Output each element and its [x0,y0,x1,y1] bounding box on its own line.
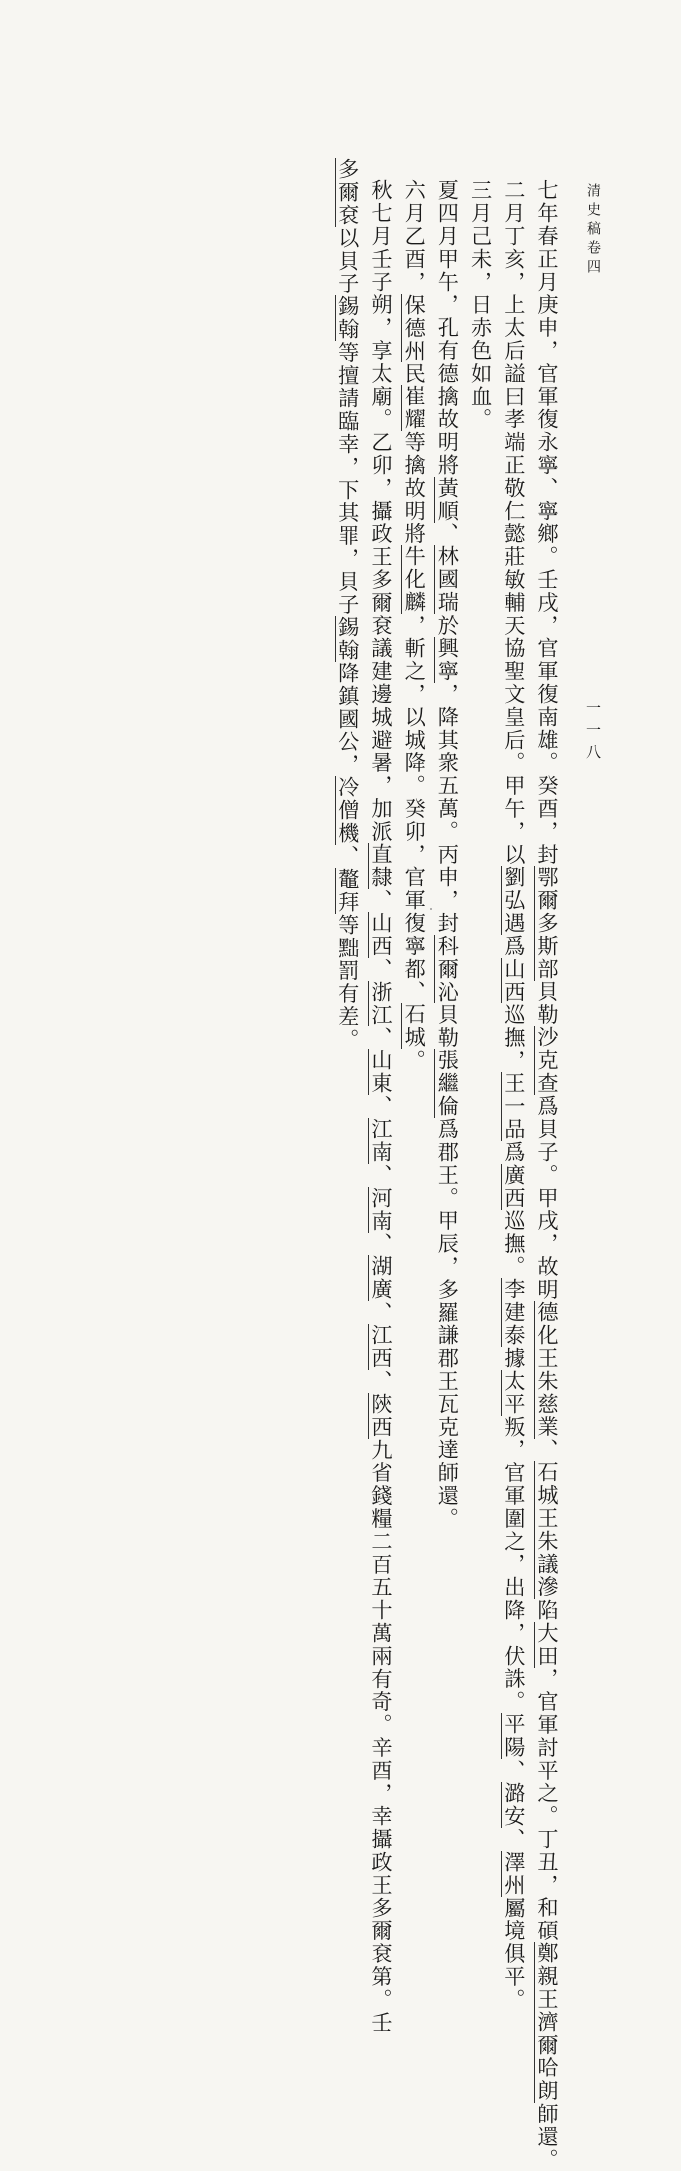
text-run: 巡撫。 [501,1209,527,1279]
proper-name: 林國瑞 [435,545,461,615]
paragraph [498,158,531,2012]
text-run: 二月丁亥，上太后謚曰孝端正敬仁懿莊敏輔天協聖文皇后。甲午，以 [501,179,527,866]
proper-name: 江西 [368,1324,394,1370]
text-run: 貝勒 [535,980,560,1027]
paragraph [332,158,365,1052]
proper-name: 鄂爾多斯部 [535,866,560,981]
proper-name: 冷僧機 [335,776,361,846]
proper-name: 鄭親王濟爾哈朗 [535,1942,560,2103]
running-title: 清史稿卷四 [585,183,601,278]
text-run: 、 [368,1026,394,1050]
proper-name: 鼇拜 [335,867,361,914]
text-run: 師還。 [535,2102,560,2171]
proper-name: 平陽 [501,1713,527,1760]
paragraph [398,158,431,1073]
proper-name: 湖廣 [368,1255,394,1302]
proper-name: 潞安 [501,1782,527,1828]
proper-name: 石城王朱議滲 [535,1461,560,1599]
proper-name: 錫翰 [335,295,361,342]
proper-name: 陝西 [368,1392,394,1439]
text-run: 、 [335,845,361,868]
stray-mark [430,908,432,910]
paragraph [464,158,497,878]
body-text [100,158,564,2171]
text-run: 爲郡王。甲辰，多羅謙郡王瓦克達師還。 [435,1117,461,1531]
proper-name: 大田 [535,1621,560,1668]
proper-name: 王一品 [501,1072,527,1141]
text-run: 爲貝子。甲戌，故明 [535,1095,560,1302]
text-run: 貝勒 [435,1003,461,1050]
proper-name: 保德州 [402,293,428,363]
text-run: 九省錢糧二百五十萬兩有奇。辛酉，幸攝政王多爾袞第。 [368,1438,394,2012]
text-run: 。 [402,1049,428,1073]
text-run: 、 [535,1438,560,1462]
proper-name: 崔耀 [402,385,428,431]
proper-name: 沙克查 [535,1026,560,1096]
text-run: 等擒故明將 [402,430,428,546]
text-run: 爲 [501,934,527,958]
text-run: ，斬之，以城降。癸卯，官軍復寧都、 [402,614,428,1004]
page-number: 一一八 [584,700,602,766]
text-run: 秋七月壬子朔，享太廟。乙卯，攝政王多爾袞議建邊城避暑，加派 [368,179,394,844]
text-run: 於 [435,614,461,638]
text-run: 、 [368,1095,394,1118]
proper-name: 李建泰 [501,1278,527,1347]
proper-name: 錫翰 [335,616,361,662]
text-run: 陷 [535,1598,560,1622]
proper-name: 山西 [501,957,527,1004]
text-run: 、 [368,888,394,912]
proper-name: 德化王朱慈業 [535,1301,560,1439]
proper-name: 澤州 [501,1850,527,1897]
text-run: 等黜罰有差。 [335,913,361,1052]
text-run: 夏四月甲午，孔有德擒故明將 [435,179,461,477]
text-run: 、 [368,957,394,981]
proper-name: 山東 [368,1049,394,1096]
proper-name: 直隸 [368,843,394,889]
proper-name: 劉弘遇 [501,866,527,935]
proper-name: 廣西 [501,1163,527,1210]
text-run: 屬境俱平。 [501,1896,527,2012]
paragraph [431,158,464,1531]
text-run: ，降其衆五萬。丙申，封 [435,682,461,935]
text-run: 、 [501,1827,527,1851]
text-run: 、 [368,1232,394,1256]
proper-name: 河南 [368,1186,394,1233]
text-run: 民 [402,362,428,386]
proper-name: 牛化麟 [402,545,428,615]
text-run: 、 [501,1759,527,1783]
proper-name: 山西 [368,911,394,958]
text-run: 爲 [501,1140,527,1164]
proper-name: 多爾袞 [335,158,361,227]
paragraph [365,158,398,2035]
proper-name: 科爾沁 [435,934,461,1004]
text-run: 等擅請臨幸，下其罪，貝子 [335,341,361,617]
proper-name: 黃順 [435,476,461,523]
proper-name: 張繼倫 [435,1049,461,1118]
text-run: 巡撫， [501,1003,527,1073]
text-run: 降鎮國公， [335,661,361,777]
text-run: 七年春正月庚申，官軍復永寧、寧鄉。壬戌，官軍復南雄。癸酉，封 [535,179,560,866]
text-run: 六月乙酉， [402,179,428,294]
text-run: 據 [501,1346,527,1370]
text-run: ，官軍討平之。丁丑，和碩 [535,1667,560,1943]
text-run: 壬 [368,2011,394,2035]
proper-name: 興寧 [435,637,461,683]
proper-name: 石城 [402,1003,428,1050]
proper-name: 江南 [368,1117,394,1164]
text-run: 、 [368,1163,394,1187]
text-run: 、 [368,1301,394,1325]
text-run: 以貝子 [335,226,361,296]
text-run: 、 [368,1369,394,1393]
text-run: 叛，官軍圍之，出降，伏誅。 [501,1415,527,1714]
text-run: 、 [435,522,461,546]
proper-name: 太平 [501,1369,527,1416]
paragraph [531,158,564,2171]
text-run: 三月己未，日赤色如血。 [468,179,494,431]
proper-name: 浙江 [368,980,394,1027]
